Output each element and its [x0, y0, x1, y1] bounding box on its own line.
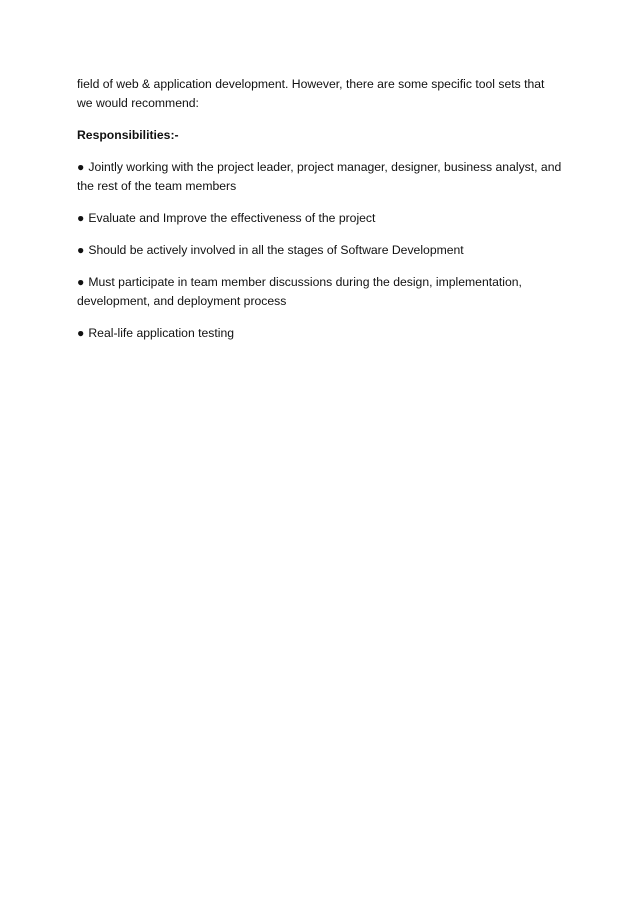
- bullet-icon: ●: [77, 243, 85, 257]
- bullet-text: Must participate in team member discussions during the design, implementation, development, and deployment process: [77, 275, 522, 308]
- bullet-text: Jointly working with the project leader, project manager, designer, business analyst, and the rest of the team members: [77, 160, 562, 193]
- bullet-text: Evaluate and Improve the effectiveness of the project: [88, 211, 376, 225]
- bullet-item: [77, 209, 562, 228]
- intro-paragraph: field of web & application development. However, there are some specific tool sets that we would recommend:: [77, 77, 545, 110]
- bullet-text: Should be actively involved in all the stages of Software Development: [88, 243, 464, 257]
- section-heading: Responsibilities:-: [77, 128, 179, 142]
- bullet-item: [77, 241, 562, 260]
- bullet-item: [77, 324, 562, 343]
- bullet-item: [77, 158, 562, 196]
- bullet-icon: ●: [77, 326, 85, 340]
- bullet-icon: ●: [77, 275, 85, 289]
- bullet-item: [77, 273, 562, 311]
- bullet-text: Real-life application testing: [88, 326, 235, 340]
- bullet-icon: ●: [77, 160, 85, 174]
- document-body: [77, 75, 562, 356]
- bullet-icon: ●: [77, 211, 85, 225]
